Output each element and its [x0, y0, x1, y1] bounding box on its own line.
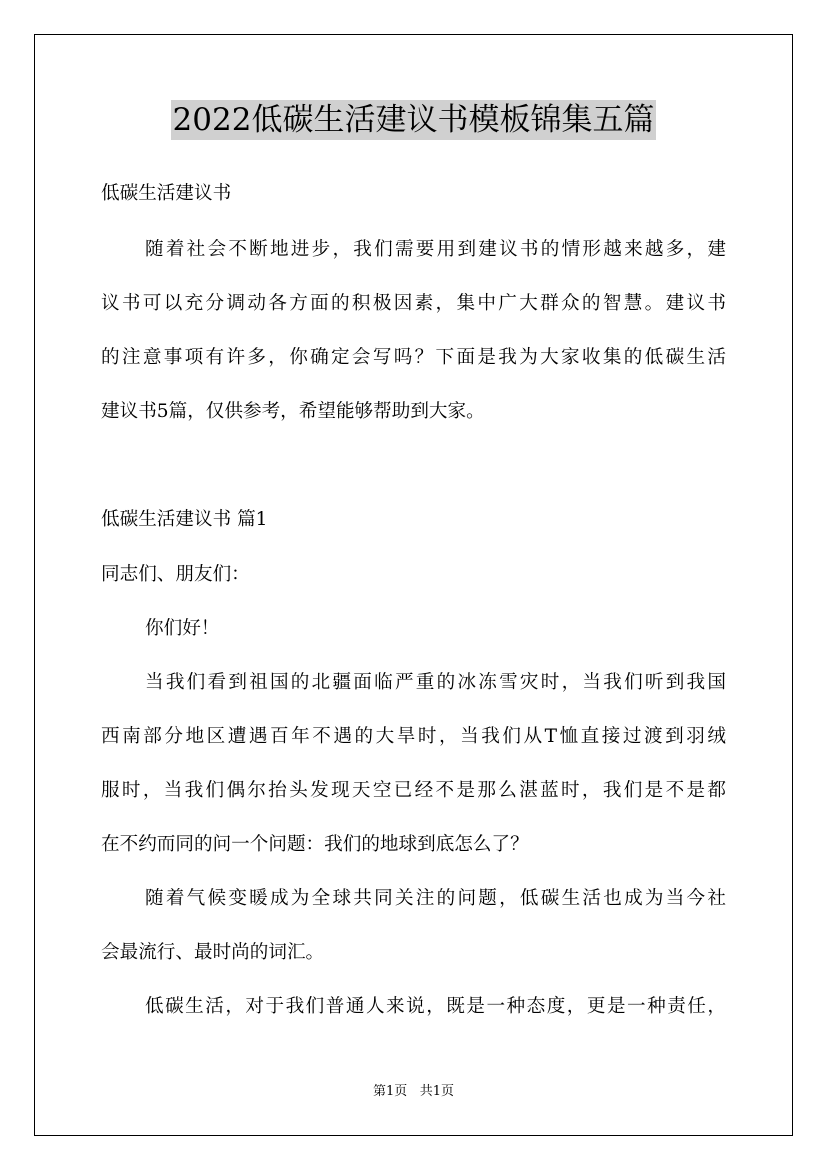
greeting: 你们好！: [145, 618, 220, 639]
section-heading: 低碳生活建议书 篇1: [101, 509, 268, 530]
page-number: 第1页: [373, 1084, 408, 1099]
body-line-5: 随着气候变暖成为全球共同关注的问题，低碳生活也成为当今社: [145, 888, 726, 909]
document-title: 2022低碳生活建议书模板锦集五篇: [172, 102, 655, 138]
body-line-3: 服时，当我们偶尔抬头发现天空已经不是那么湛蓝时，我们是不是都: [101, 780, 726, 801]
body-line-4: 在不约而同的问一个问题：我们的地球到底怎么了？: [101, 834, 529, 855]
intro-line-4: 建议书5篇，仅供参考，希望能够帮助到大家。: [101, 401, 485, 422]
body-line-1: 当我们看到祖国的北疆面临严重的冰冻雪灾时，当我们听到我国: [145, 672, 726, 693]
intro-heading: 低碳生活建议书: [101, 183, 232, 204]
body-line-6: 会最流行、最时尚的词汇。: [101, 942, 325, 963]
intro-line-2: 议书可以充分调动各方面的积极因素，集中广大群众的智慧。建议书: [101, 293, 726, 314]
body-line-2: 西南部分地区遭遇百年不遇的大旱时，当我们从T恤直接过渡到羽绒: [101, 726, 726, 747]
body-line-7: 低碳生活，对于我们普通人来说，既是一种态度，更是一种责任，: [145, 996, 726, 1017]
salutation: 同志们、朋友们：: [101, 564, 250, 585]
intro-line-3: 的注意事项有许多，你确定会写吗？下面是我为大家收集的低碳生活: [101, 347, 726, 368]
page-footer: [0, 1083, 827, 1101]
title-container: [0, 100, 827, 140]
intro-line-1: 随着社会不断地进步，我们需要用到建议书的情形越来越多，建: [145, 239, 726, 260]
page-total: 共1页: [419, 1084, 454, 1099]
